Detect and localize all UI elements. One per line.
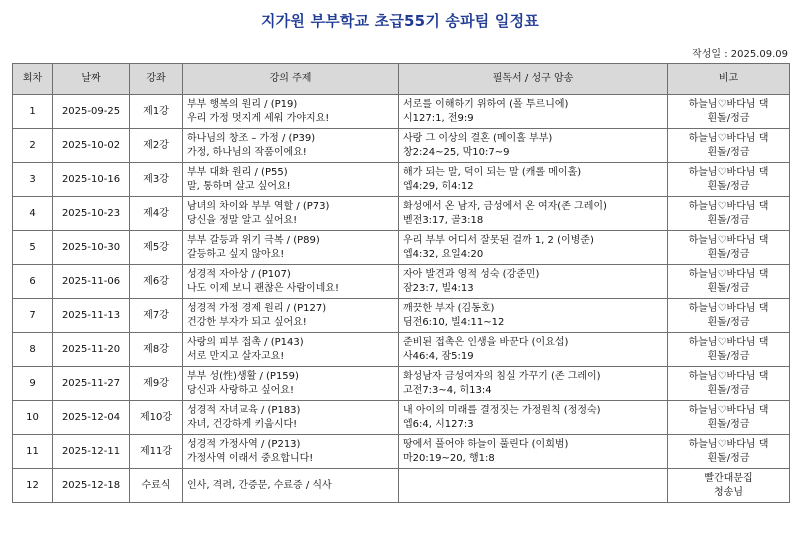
cell-lecture: 제9강: [130, 367, 183, 401]
table-row: [13, 333, 790, 367]
cell-lecture: 제7강: [130, 299, 183, 333]
topic-line-2: 말, 통하며 살고 싶어요!: [187, 180, 291, 192]
cell-date: 2025-11-06: [53, 265, 130, 299]
cell-date: 2025-12-11: [53, 435, 130, 469]
table-row: [13, 367, 790, 401]
cell-no: 7: [13, 299, 53, 333]
cell-date: 2025-10-02: [53, 129, 130, 163]
table-row: [13, 95, 790, 129]
cell-note: [668, 299, 790, 333]
note-line-1: 하늘님♡바다님 댁: [688, 234, 769, 246]
cell-topic: [183, 163, 399, 197]
topic-line-1: 성경적 가정 경제 원리 / (P127): [187, 302, 327, 314]
cell-lecture: 제4강: [130, 197, 183, 231]
header-no: 회차: [13, 64, 53, 95]
book-line-2: 엡4:29, 히4:12: [403, 180, 474, 192]
note-line-2: 흰돌/정금: [707, 214, 750, 226]
cell-date: 2025-10-23: [53, 197, 130, 231]
cell-lecture: 제11강: [130, 435, 183, 469]
cell-date: 2025-09-25: [53, 95, 130, 129]
cell-note: [668, 367, 790, 401]
cell-date: 2025-11-13: [53, 299, 130, 333]
topic-line-2: 가정, 하나님의 작품이에요!: [187, 146, 307, 158]
cell-topic: [183, 367, 399, 401]
note-line-2: 흰돌/정금: [707, 384, 750, 396]
page-title: 지가원 부부학교 초급55기 송파팀 일정표: [260, 12, 539, 30]
cell-book: [399, 367, 668, 401]
cell-no: 6: [13, 265, 53, 299]
topic-line-1: 인사, 격려, 간증문, 수료증 / 식사: [187, 479, 332, 491]
cell-topic: [183, 333, 399, 367]
header-date: 날짜: [53, 64, 130, 95]
topic-line-2: 나도 이제 보니 괜찮은 사람이네요!: [187, 282, 339, 294]
cell-note: [668, 129, 790, 163]
topic-line-1: 하나님의 창조 – 가정 / (P39): [187, 132, 316, 144]
cell-book: [399, 95, 668, 129]
cell-no: 5: [13, 231, 53, 265]
book-line-1: 화성에서 온 남자, 금성에서 온 여자(존 그레이): [403, 200, 607, 212]
topic-line-2: 당신을 정말 알고 싶어요!: [187, 214, 298, 226]
table-row: [13, 163, 790, 197]
book-line-2: 고전7:3~4, 히13:4: [403, 384, 492, 396]
cell-no: 9: [13, 367, 53, 401]
cell-lecture: 제3강: [130, 163, 183, 197]
header-lecture: 강좌: [130, 64, 183, 95]
cell-no: 12: [13, 469, 53, 503]
cell-topic: [183, 129, 399, 163]
topic-line-1: 부부 성(性)생활 / (P159): [187, 370, 299, 382]
cell-note: [668, 401, 790, 435]
cell-note: [668, 333, 790, 367]
cell-book: [399, 197, 668, 231]
cell-date: 2025-12-04: [53, 401, 130, 435]
header-book: 필독서 / 성구 암송: [399, 64, 668, 95]
cell-lecture: 제8강: [130, 333, 183, 367]
topic-line-2: 당신과 사랑하고 싶어요!: [187, 384, 294, 396]
cell-book: [399, 333, 668, 367]
note-line-1: 하늘님♡바다님 댁: [688, 200, 769, 212]
topic-line-2: 건강한 부자가 되고 싶어요!: [187, 316, 307, 328]
note-line-1: 하늘님♡바다님 댁: [688, 370, 769, 382]
book-line-1: 사랑 그 이상의 결혼 (메이홀 부부): [403, 132, 553, 144]
topic-line-2: 서로 만지고 살자고요!: [187, 350, 285, 362]
book-line-1: 해가 되는 말, 덕이 되는 말 (캐롤 메이홀): [403, 166, 582, 178]
note-line-2: 흰돌/정금: [707, 180, 750, 192]
book-line-1: 땅에서 풀어야 하늘이 풀린다 (이희범): [403, 438, 569, 450]
table-row: [13, 401, 790, 435]
note-line-2: 흰돌/정금: [707, 316, 750, 328]
cell-lecture: 제10강: [130, 401, 183, 435]
book-line-2: 잠23:7, 빌4:13: [403, 282, 474, 294]
cell-book: [399, 265, 668, 299]
book-line-1: 자아 발견과 영적 성숙 (강준민): [403, 268, 540, 280]
cell-topic: [183, 265, 399, 299]
cell-no: 3: [13, 163, 53, 197]
cell-no: 11: [13, 435, 53, 469]
cell-book: [399, 163, 668, 197]
cell-book: [399, 435, 668, 469]
cell-note: [668, 265, 790, 299]
cell-note: [668, 95, 790, 129]
cell-lecture: 제2강: [130, 129, 183, 163]
cell-note: [668, 231, 790, 265]
header-row: [13, 64, 790, 95]
book-line-2: 벧전3:17, 골3:18: [403, 214, 484, 226]
cell-no: 4: [13, 197, 53, 231]
note-line-2: 흰돌/정금: [707, 146, 750, 158]
topic-line-2: 우리 가정 멋지게 세워 가야지요!: [187, 112, 330, 124]
cell-lecture: 제1강: [130, 95, 183, 129]
book-line-2: 사46:4, 잠5:19: [403, 350, 474, 362]
book-line-1: 준비된 접촉은 인생을 바꾼다 (이요섭): [403, 336, 569, 348]
note-line-1: 하늘님♡바다님 댁: [688, 166, 769, 178]
table-row: [13, 129, 790, 163]
cell-topic: [183, 299, 399, 333]
book-line-1: 내 아이의 미래를 결정짓는 가정원칙 (정정숙): [403, 404, 601, 416]
table-row: [13, 435, 790, 469]
book-line-2: 창2:24~25, 막10:7~9: [403, 146, 510, 158]
cell-book: [399, 129, 668, 163]
topic-line-1: 성경적 가정사역 / (P213): [187, 438, 301, 450]
book-line-1: 화성남자 금성여자의 침실 가꾸기 (존 그레이): [403, 370, 601, 382]
note-line-1: 하늘님♡바다님 댁: [688, 132, 769, 144]
header-topic: 강의 주제: [183, 64, 399, 95]
table-row: [13, 299, 790, 333]
cell-book: [399, 231, 668, 265]
header-note: 비고: [668, 64, 790, 95]
cell-book: [399, 401, 668, 435]
cell-note: [668, 197, 790, 231]
book-line-2: 마20:19~20, 행1:8: [403, 452, 495, 464]
schedule-body: [13, 95, 790, 503]
topic-line-1: 성경적 자녀교육 / (P183): [187, 404, 301, 416]
topic-line-2: 갈등하고 싶지 않아요!: [187, 248, 285, 260]
note-line-1: 하늘님♡바다님 댁: [688, 438, 769, 450]
cell-book: [399, 469, 668, 503]
book-line-1: 우리 부부 어디서 잘못된 걸까 1, 2 (이병준): [403, 234, 594, 246]
note-line-1: 하늘님♡바다님 댁: [688, 404, 769, 416]
cell-date: 2025-12-18: [53, 469, 130, 503]
cell-date: 2025-11-27: [53, 367, 130, 401]
cell-note: [668, 435, 790, 469]
topic-line-2: 가정사역 이래서 중요합니다!: [187, 452, 314, 464]
cell-book: [399, 299, 668, 333]
topic-line-1: 남녀의 차이와 부부 역할 / (P73): [187, 200, 330, 212]
cell-topic: [183, 197, 399, 231]
note-line-1: 하늘님♡바다님 댁: [688, 336, 769, 348]
cell-topic: [183, 435, 399, 469]
note-line-1: 하늘님♡바다님 댁: [688, 98, 769, 110]
topic-line-1: 성경적 자아상 / (P107): [187, 268, 291, 280]
table-row: [13, 231, 790, 265]
cell-lecture: 수료식: [130, 469, 183, 503]
cell-lecture: 제5강: [130, 231, 183, 265]
note-line-2: 흰돌/정금: [707, 248, 750, 260]
cell-note: [668, 469, 790, 503]
note-line-2: 흰돌/정금: [707, 282, 750, 294]
topic-line-1: 부부 갈등과 위기 극복 / (P89): [187, 234, 320, 246]
topic-line-1: 부부 행복의 원리 / (P19): [187, 98, 298, 110]
book-line-1: 깨끗한 부자 (김동호): [403, 302, 495, 314]
cell-date: 2025-10-30: [53, 231, 130, 265]
cell-date: 2025-10-16: [53, 163, 130, 197]
note-line-1: 빨간대문집: [704, 472, 753, 484]
note-line-2: 흰돌/정금: [707, 418, 750, 430]
book-line-2: 엡4:32, 요일4:20: [403, 248, 484, 260]
note-line-2: 흰돌/정금: [707, 112, 750, 124]
note-line-2: 흰돌/정금: [707, 350, 750, 362]
cell-topic: [183, 469, 399, 503]
schedule-table: [12, 63, 790, 503]
cell-topic: [183, 95, 399, 129]
book-line-1: 서로를 이해하기 위하여 (폴 투르니에): [403, 98, 569, 110]
cell-topic: [183, 231, 399, 265]
cell-no: 2: [13, 129, 53, 163]
cell-no: 10: [13, 401, 53, 435]
book-line-2: 딤전6:10, 빌4:11~12: [403, 316, 505, 328]
created-date: 작성일 : 2025.09.09: [692, 49, 788, 60]
note-line-1: 하늘님♡바다님 댁: [688, 268, 769, 280]
cell-date: 2025-11-20: [53, 333, 130, 367]
note-line-1: 하늘님♡바다님 댁: [688, 302, 769, 314]
topic-line-2: 자녀, 건강하게 키웁시다!: [187, 418, 298, 430]
note-line-2: 청송님: [714, 486, 743, 498]
cell-no: 8: [13, 333, 53, 367]
table-row: [13, 197, 790, 231]
book-line-2: 엡6:4, 시127:3: [403, 418, 474, 430]
note-line-2: 흰돌/정금: [707, 452, 750, 464]
topic-line-1: 부부 대화 원리 / (P55): [187, 166, 288, 178]
cell-topic: [183, 401, 399, 435]
cell-note: [668, 163, 790, 197]
table-row: [13, 469, 790, 503]
book-line-2: 시127:1, 전9:9: [403, 112, 474, 124]
cell-no: 1: [13, 95, 53, 129]
cell-lecture: 제6강: [130, 265, 183, 299]
table-row: [13, 265, 790, 299]
topic-line-1: 사랑의 피부 접촉 / (P143): [187, 336, 304, 348]
